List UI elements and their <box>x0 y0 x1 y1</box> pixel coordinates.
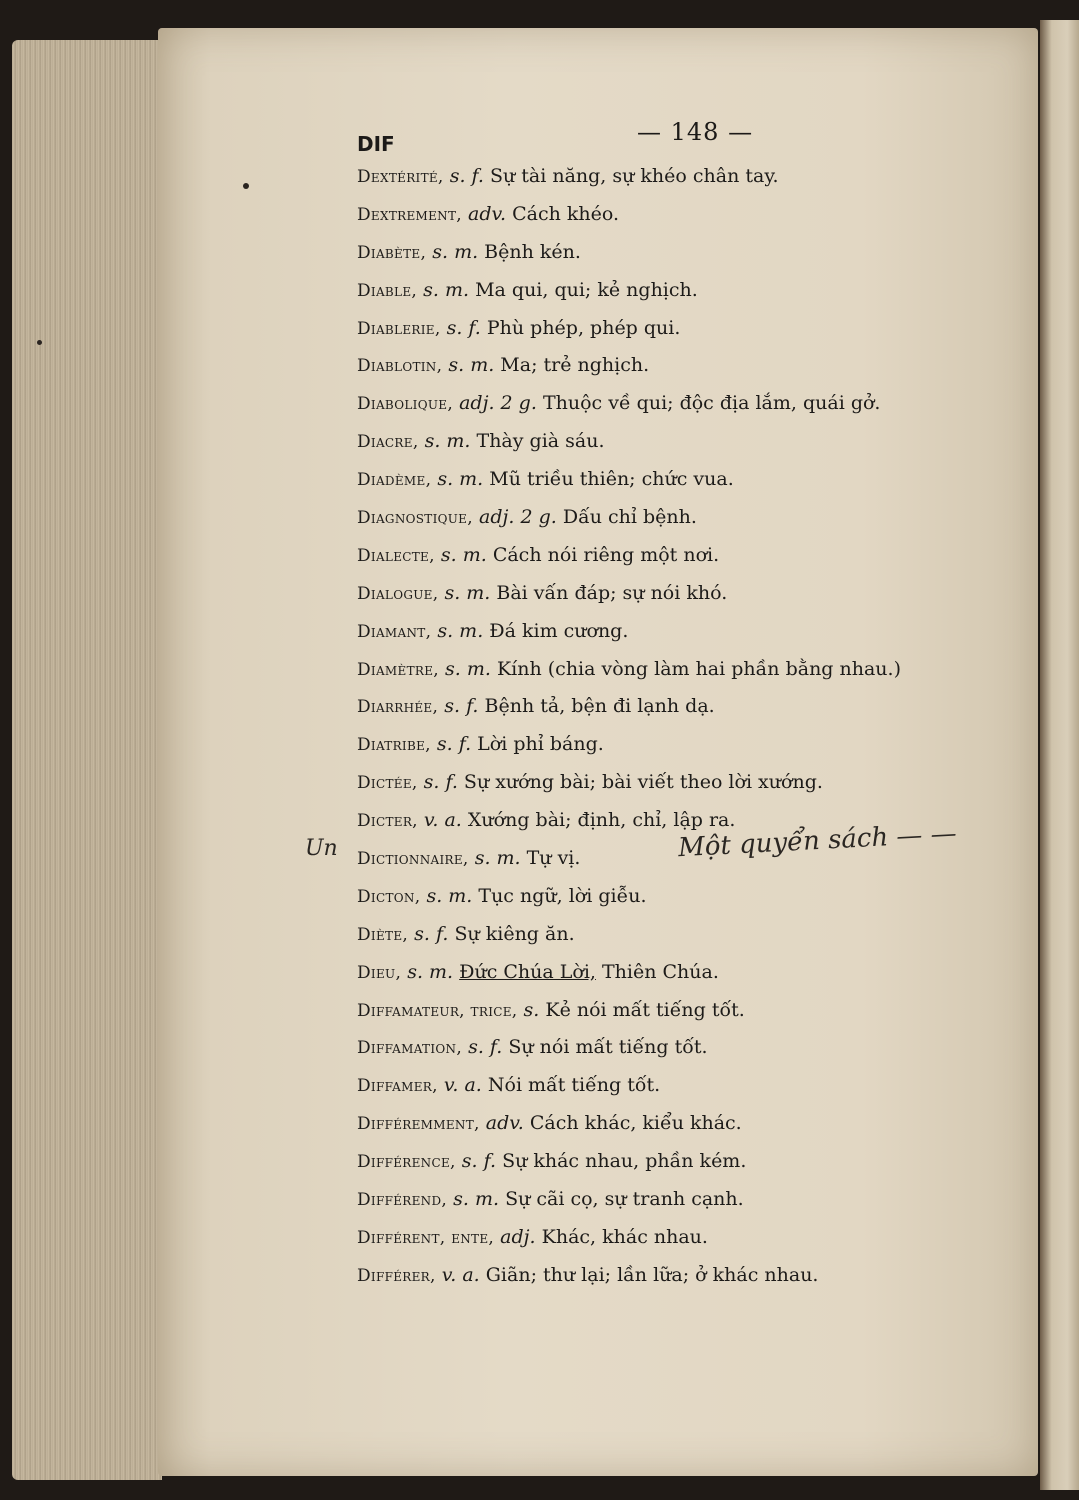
entry-headword: Différemment, <box>357 1114 480 1135</box>
entry-grammar: s. f. <box>449 165 484 187</box>
entry-definition: Ma; trẻ nghịch. <box>500 354 650 377</box>
dictionary-entry <box>357 764 1027 802</box>
dictionary-entries <box>357 158 1027 1295</box>
entry-definition: Sự xướng bài; bài viết theo lời xướng. <box>463 771 823 794</box>
entry-definition: Khác, khác nhau. <box>541 1225 708 1248</box>
entry-definition: Bệnh kén. <box>484 240 581 263</box>
dictionary-entry <box>357 1105 1027 1143</box>
entry-definition: Kính (chia vòng làm hai phần bằng nhau.) <box>496 657 901 680</box>
entry-headword: Diablotin, <box>357 356 443 377</box>
entry-grammar: s. f. <box>423 771 458 794</box>
entry-headword: Diffamer, <box>357 1076 438 1097</box>
entry-headword: Dictée, <box>357 773 418 794</box>
entry-grammar: s. m. <box>445 657 491 680</box>
entry-definition: Xướng bài; định, chỉ, lập ra. <box>467 809 736 832</box>
entry-definition: Ma qui, qui; kẻ nghịch. <box>475 278 698 301</box>
page-edges <box>12 40 162 1480</box>
entry-definition: Bài vấn đáp; sự nói khó. <box>496 581 728 604</box>
entry-grammar: s. f. <box>468 1036 503 1059</box>
ink-speck <box>37 340 42 345</box>
entry-grammar: s. f. <box>436 733 472 756</box>
dictionary-entry <box>357 310 1027 348</box>
entry-definition-underlined: Đức Chúa Lời, <box>459 960 596 983</box>
page-number: — 148 — <box>637 118 754 146</box>
entry-definition: Thày già sáu. <box>476 430 605 453</box>
facing-page-edge <box>1040 20 1079 1490</box>
dictionary-entry <box>357 575 1027 613</box>
entry-definition: Nói mất tiếng tốt. <box>487 1074 661 1097</box>
entry-headword: Dextérité, <box>357 167 444 187</box>
entry-grammar: s. m. <box>432 240 479 263</box>
entry-headword: Diatribe, <box>357 735 431 756</box>
entry-grammar: s. f. <box>414 922 449 945</box>
entry-grammar: s. f. <box>461 1150 497 1173</box>
entry-headword: Diabolique, <box>357 394 454 415</box>
entry-headword: Différent, ente, <box>357 1227 495 1248</box>
entry-definition: Cách nói riêng một nơi. <box>492 543 720 566</box>
entry-grammar: s. f. <box>444 695 479 718</box>
dictionary-entry <box>357 878 1027 916</box>
entry-definition: Sự kiêng ăn. <box>454 922 575 945</box>
entry-definition: Sự cãi cọ, sự tranh cạnh. <box>505 1188 744 1211</box>
dictionary-entry <box>357 1257 1027 1295</box>
entry-grammar: s. <box>523 998 540 1021</box>
dictionary-entry <box>357 916 1027 954</box>
entry-grammar: s. m. <box>474 847 521 870</box>
entry-headword: Diagnostique, <box>357 508 473 529</box>
entry-grammar: adj. <box>500 1225 536 1248</box>
entry-definition: Cách khác, kiểu khác. <box>529 1112 742 1135</box>
dictionary-entry <box>357 1029 1027 1067</box>
dictionary-entry <box>357 537 1027 575</box>
dictionary-entry <box>357 1143 1027 1181</box>
entry-headword: Diablerie, <box>357 318 441 339</box>
entry-definition: Mũ triều thiên; chức vua. <box>489 468 734 491</box>
running-head: DIF <box>357 132 395 156</box>
entry-headword: Dextrement, <box>357 204 462 225</box>
entry-grammar: v. a. <box>423 809 462 832</box>
entry-grammar: s. m. <box>407 960 454 983</box>
dictionary-entry <box>357 688 1027 726</box>
dictionary-entry <box>357 272 1027 310</box>
entry-grammar: v. a. <box>441 1263 480 1286</box>
entry-headword: Dictionnaire, <box>357 849 469 870</box>
entry-grammar: s. m. <box>453 1188 500 1211</box>
entry-headword: Diffamation, <box>357 1038 463 1059</box>
dictionary-entry <box>357 954 1027 992</box>
entry-headword: Diète, <box>357 924 409 945</box>
entry-definition: Kẻ nói mất tiếng tốt. <box>545 998 745 1021</box>
entry-headword: Différence, <box>357 1152 456 1173</box>
entry-definition: Đá kim cương. <box>489 619 629 642</box>
entry-definition: Thuộc về qui; độc địa lắm, quái gở. <box>542 392 881 415</box>
entry-headword: Diffamateur, trice, <box>357 1000 518 1021</box>
entry-grammar: s. m. <box>437 619 484 642</box>
entry-headword: Dieu, <box>357 962 402 983</box>
dictionary-entry <box>357 613 1027 651</box>
dictionary-entry <box>357 1181 1027 1219</box>
entry-definition: Sự nói mất tiếng tốt. <box>508 1036 708 1059</box>
entry-headword: Diabète, <box>357 242 427 263</box>
entry-headword: Diamètre, <box>357 659 439 680</box>
entry-headword: Diamant, <box>357 621 432 642</box>
entry-grammar: s. m. <box>440 543 487 566</box>
entry-definition: Sự tài năng, sự khéo chân tay. <box>489 165 779 187</box>
entry-headword: Dicton, <box>357 886 421 907</box>
entry-headword: Diadème, <box>357 470 432 491</box>
dictionary-entry <box>357 499 1027 537</box>
dictionary-entry <box>357 196 1027 234</box>
entry-headword: Différer, <box>357 1265 436 1286</box>
entry-headword: Différend, <box>357 1190 448 1211</box>
entry-grammar: s. m. <box>437 468 484 491</box>
entry-grammar: s. m. <box>448 354 495 377</box>
entry-grammar: adj. 2 g. <box>479 506 557 529</box>
dictionary-entry <box>357 347 1027 385</box>
entry-definition: Lời phỉ báng. <box>477 733 604 756</box>
entry-definition: Bệnh tả, bện đi lạnh dạ. <box>484 695 715 718</box>
entry-grammar: s. m. <box>423 278 470 301</box>
entry-definition: Tự vị. <box>526 847 581 870</box>
entry-definition: Phù phép, phép qui. <box>486 316 681 339</box>
entry-definition: Sự khác nhau, phần kém. <box>502 1150 747 1173</box>
entry-definition: Dấu chỉ bệnh. <box>562 506 697 529</box>
entry-grammar: adj. 2 g. <box>459 392 537 415</box>
entry-grammar: adv. <box>468 202 507 225</box>
entry-headword: Dialecte, <box>357 545 435 566</box>
entry-definition: Thiên Chúa. <box>595 960 719 983</box>
dictionary-entry <box>357 234 1027 272</box>
handwritten-annotation: Một quyển sách — — <box>677 818 958 864</box>
entry-definition: Tục ngữ, lời giễu. <box>478 884 647 907</box>
dictionary-entry <box>357 461 1027 499</box>
entry-definition: Cách khéo. <box>512 202 620 225</box>
entry-grammar: s. f. <box>446 316 481 339</box>
entry-grammar: adv. <box>485 1112 524 1135</box>
entry-grammar: s. m. <box>444 581 491 604</box>
dictionary-entry <box>357 726 1027 764</box>
entry-definition: Giãn; thư lại; lần lữa; ở khác nhau. <box>485 1263 819 1286</box>
dictionary-entry <box>357 385 1027 423</box>
entry-headword: Diarrhée, <box>357 697 439 718</box>
entry-grammar: v. a. <box>443 1074 482 1097</box>
dictionary-entry <box>357 1219 1027 1257</box>
entry-headword: Diable, <box>357 280 418 301</box>
ink-speck <box>243 183 249 189</box>
entry-headword: Dialogue, <box>357 583 439 604</box>
entry-grammar: s. m. <box>424 430 471 453</box>
page-header <box>357 118 917 154</box>
dictionary-entry <box>357 1067 1027 1105</box>
dictionary-entry <box>357 158 1027 196</box>
entry-headword: Diacre, <box>357 432 419 453</box>
dictionary-entry <box>357 651 1027 689</box>
entry-grammar: s. m. <box>426 884 473 907</box>
margin-handwritten-note: Un <box>305 836 338 861</box>
dictionary-entry <box>357 992 1027 1030</box>
entry-headword: Dicter, <box>357 811 418 832</box>
dictionary-entry <box>357 423 1027 461</box>
